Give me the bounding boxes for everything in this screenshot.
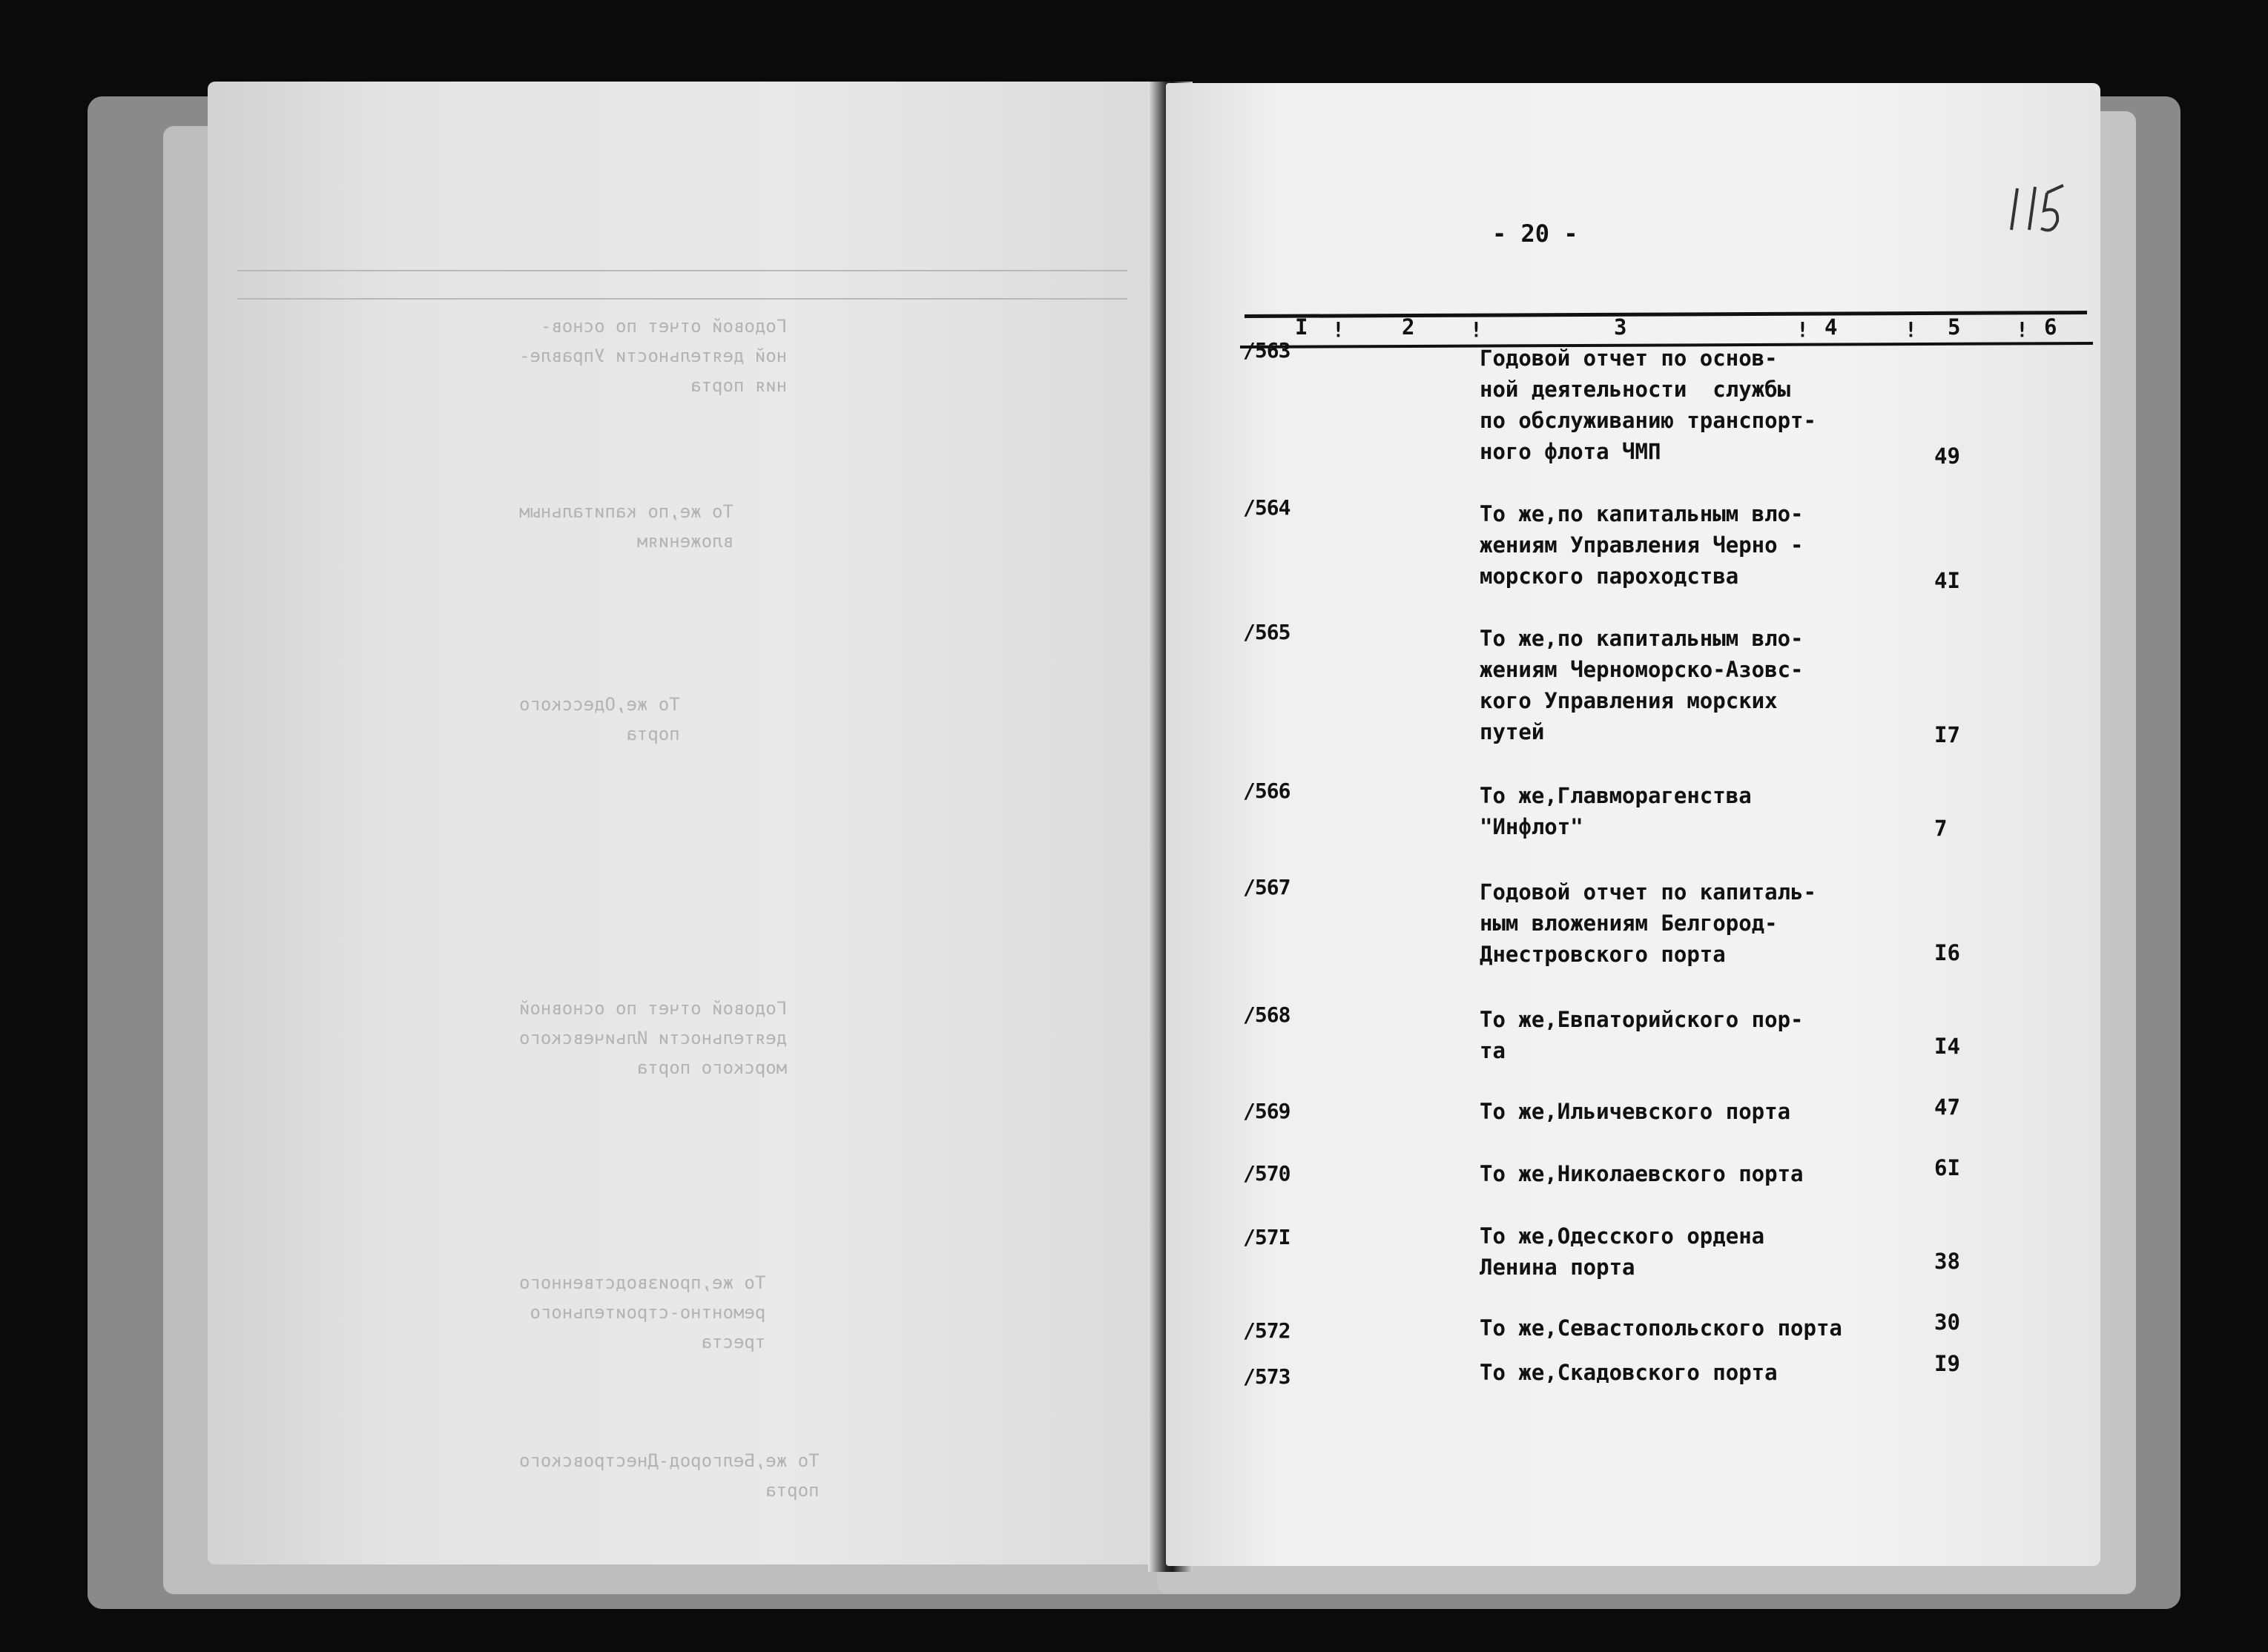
column-header-2: 2	[1402, 314, 1415, 340]
row-sheet-count: 7	[1934, 816, 1948, 841]
bleed-through-rule	[237, 270, 1127, 271]
row-sheet-count: I4	[1934, 1034, 1960, 1059]
row-title: Годовой отчет по основ- ной деятельности службы по обслуживанию транспорт- ного флота ЧМП	[1480, 346, 1816, 464]
row-number: /567	[1243, 875, 1290, 899]
column-separator: !	[1905, 317, 1917, 342]
row-title: То же,Ильичевского порта	[1480, 1099, 1791, 1124]
column-header-4: 4	[1824, 314, 1838, 340]
row-number: /568	[1243, 1002, 1290, 1027]
row-sheet-count: 4I	[1934, 568, 1960, 593]
row-title: То же,по капитальным вло- жениям Черноморско-Азовс- кого Управления морских путей	[1480, 626, 1804, 744]
row-title: То же,Одесского ордена Ленина порта	[1480, 1223, 1765, 1280]
row-title: То же,по капитальным вло- жениям Управления Черно - морского пароходства	[1480, 501, 1804, 589]
row-number: /570	[1243, 1161, 1290, 1186]
row-title: То же,Николаевского порта	[1480, 1161, 1804, 1186]
row-sheet-count: 38	[1934, 1249, 1960, 1274]
page-number: - 20 -	[1492, 219, 1578, 248]
column-header-5: 5	[1948, 314, 1961, 340]
bleed-through-text: Годовой отчет по основ- ной деятельности Управле- ния порта	[519, 316, 788, 396]
row-sheet-count: 6I	[1934, 1155, 1960, 1180]
column-separator: !	[1470, 317, 1483, 342]
row-number: /569	[1243, 1099, 1290, 1123]
left-page	[208, 82, 1172, 1565]
row-title: То же,Евпаторийского пор- та	[1480, 1007, 1804, 1063]
row-number: /565	[1243, 620, 1290, 644]
row-sheet-count: 47	[1934, 1094, 1960, 1120]
row-title: То же,Севастопольского порта	[1480, 1315, 1842, 1341]
handwritten-folio-number	[2004, 178, 2071, 237]
row-sheet-count: I6	[1934, 940, 1960, 965]
row-title: То же,Скадовского порта	[1480, 1360, 1778, 1385]
column-separator: !	[2016, 317, 2028, 342]
row-number: /566	[1243, 779, 1290, 803]
row-number: /572	[1243, 1318, 1290, 1343]
row-sheet-count: I9	[1934, 1351, 1960, 1376]
row-number: /57I	[1243, 1225, 1290, 1249]
bleed-through-rule	[237, 298, 1127, 300]
column-separator: !	[1332, 317, 1345, 342]
bleed-through-text: То же,производственного ремонтно-строительного треста	[519, 1272, 766, 1352]
column-separator: !	[1796, 317, 1809, 342]
bleed-through-text: То же,по капитальным вложениям	[519, 501, 734, 552]
row-title: То же,Главморагенства "Инфлот"	[1480, 783, 1752, 839]
column-header-1: I	[1295, 314, 1308, 340]
column-header-3: 3	[1614, 314, 1627, 340]
bleed-through-text: Годовой отчет по основной деятельности Ильичевского морского порта	[519, 998, 788, 1078]
row-number: /563	[1243, 338, 1290, 363]
row-title: Годовой отчет по капиталь- ным вложениям Белгород- Днестровского порта	[1480, 879, 1816, 967]
row-number: /564	[1243, 495, 1290, 520]
row-sheet-count: I7	[1934, 722, 1960, 747]
row-sheet-count: 30	[1934, 1309, 1960, 1335]
row-sheet-count: 49	[1934, 443, 1960, 469]
bleed-through-text: То же,Белгород-Днестровского порта	[519, 1450, 820, 1501]
column-header-6: 6	[2044, 314, 2057, 340]
row-number: /573	[1243, 1364, 1290, 1389]
bleed-through-text: То же,Одесского порта	[519, 694, 680, 744]
